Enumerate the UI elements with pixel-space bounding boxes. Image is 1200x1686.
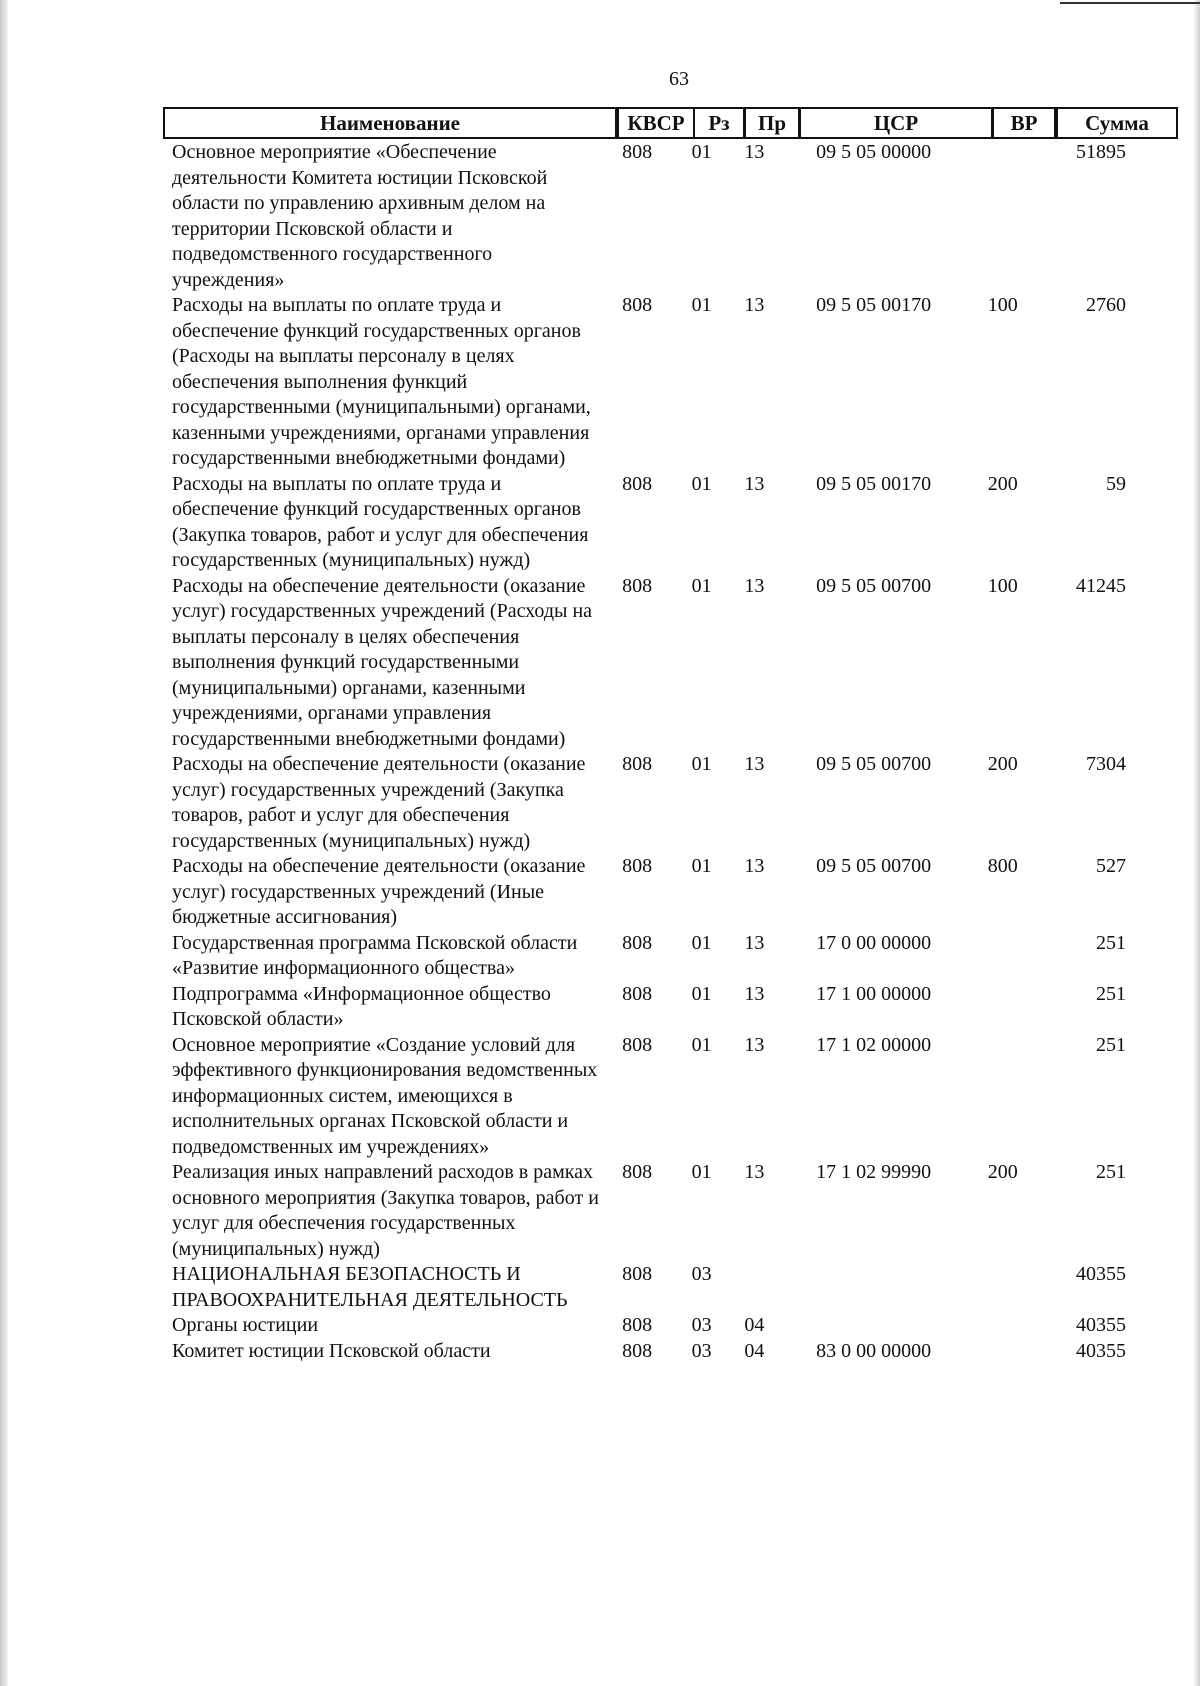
cell-rz: 01 (691, 1161, 712, 1183)
cell-pr: 13 (744, 472, 765, 495)
cell-sum: 40355 (1076, 1339, 1126, 1362)
cell-pr: 13 (744, 1161, 765, 1183)
table-body (166, 140, 1126, 1364)
cell-rz: 01 (691, 931, 712, 954)
cell-kvsr: 808 (622, 1339, 653, 1362)
cell-vr: 800 (987, 855, 1018, 877)
cell-rz: 03 (691, 1339, 712, 1362)
cell-csr: 17 0 00 00000 (816, 931, 932, 954)
cell-csr: 09 5 05 00170 (816, 472, 932, 495)
cell-pr: 04 (744, 1314, 765, 1336)
cell-sum: 40355 (1076, 1263, 1126, 1285)
header-csr: ЦСР (799, 107, 993, 139)
cell-vr (967, 1339, 1039, 1365)
cell-name: Комитет юстиции Псковской области (172, 1339, 491, 1362)
cell-csr: 09 5 05 00170 (816, 294, 932, 316)
cell-rz: 01 (691, 753, 712, 775)
cell-sum: 251 (1096, 1033, 1126, 1056)
cell-vr (967, 140, 1039, 293)
page-number: 63 (669, 68, 689, 90)
cell-kvsr: 808 (622, 753, 653, 775)
cell-sum: 2760 (1086, 294, 1126, 316)
cell-pr: 13 (744, 574, 765, 597)
cell-csr: 17 1 02 99990 (816, 1161, 932, 1183)
cell-csr: 83 0 00 00000 (816, 1339, 932, 1362)
cell-sum: 251 (1096, 1161, 1126, 1183)
cell-pr: 13 (744, 855, 765, 877)
cell-csr: 09 5 05 00700 (816, 574, 932, 597)
cell-pr (729, 1262, 781, 1313)
table-row (166, 293, 1126, 472)
cell-name: Основное мероприятие «Обеспечение деятельности Комитета юстиции Псковской области по управлению архивным делом на территории Псковской области и подведомственного государственного учреждения» (172, 141, 548, 291)
cell-csr (780, 1262, 967, 1313)
cell-name: Государственная программа Псковской области «Развитие информационного общества» (172, 931, 578, 979)
cell-vr (967, 1262, 1039, 1313)
cell-kvsr: 808 (622, 855, 653, 877)
cell-rz: 01 (691, 982, 712, 1005)
table-row (166, 1313, 1126, 1339)
table-header (163, 107, 1149, 143)
table-row (166, 1262, 1126, 1313)
cell-csr: 09 5 05 00700 (816, 855, 932, 877)
table-row (166, 931, 1126, 982)
cell-rz: 03 (691, 1314, 712, 1336)
cell-vr (967, 931, 1039, 982)
cell-kvsr: 808 (622, 294, 653, 316)
header-kvsr: КВСР (617, 107, 695, 139)
cell-sum: 527 (1096, 855, 1126, 877)
cell-csr: 17 1 02 00000 (816, 1033, 932, 1056)
header-name: Наименование (163, 107, 617, 139)
scan-edge-left (0, 0, 8, 1686)
scan-line-top (1060, 2, 1200, 4)
table-row (166, 752, 1126, 854)
cell-vr (967, 1033, 1039, 1161)
cell-kvsr: 808 (622, 472, 653, 495)
cell-sum: 7304 (1086, 753, 1126, 775)
cell-vr (967, 982, 1039, 1033)
cell-csr (780, 1313, 967, 1339)
cell-name: Расходы на обеспечение деятельности (оказание услуг) государственных учреждений (Иные бюджетные ассигнования) (172, 855, 586, 928)
cell-sum: 51895 (1076, 141, 1126, 163)
cell-pr: 13 (744, 294, 765, 316)
table-row (166, 1160, 1126, 1262)
cell-name: Расходы на выплаты по оплате труда и обеспечение функций государственных органов (Расходы на выплаты персоналу в целях обеспечения выполнения функций государственными (муниципальными) органами, казенными учреждениями, органами управления государственными внебюджетными фондами) (172, 294, 591, 469)
cell-vr: 200 (987, 1161, 1018, 1183)
cell-pr: 13 (744, 931, 765, 954)
header-pr: Пр (744, 107, 800, 139)
cell-sum: 40355 (1076, 1314, 1126, 1336)
cell-sum: 41245 (1076, 574, 1126, 597)
cell-csr: 17 1 00 00000 (816, 982, 932, 1005)
cell-csr: 09 5 05 00000 (816, 141, 932, 163)
cell-kvsr: 808 (622, 574, 653, 597)
cell-rz: 01 (691, 1033, 712, 1056)
cell-name: Основное мероприятие «Создание условий для эффективного функционирования ведомственных информационных систем, имеющихся в исполнительных органах Псковской области и подведомственных им учреждениях» (172, 1033, 598, 1158)
cell-kvsr: 808 (622, 1314, 653, 1336)
cell-name: Расходы на выплаты по оплате труда и обеспечение функций государственных органов (Закупка товаров, работ и услуг для обеспечения государственных (муниципальных) нужд) (172, 472, 589, 571)
cell-kvsr: 808 (622, 141, 653, 163)
cell-kvsr: 808 (622, 931, 653, 954)
cell-pr: 13 (744, 141, 765, 163)
cell-rz: 01 (691, 855, 712, 877)
cell-pr: 13 (744, 1033, 765, 1056)
cell-kvsr: 808 (622, 1033, 653, 1056)
cell-rz: 03 (691, 1263, 712, 1285)
cell-kvsr: 808 (622, 1263, 653, 1285)
header-rz: Рз (693, 107, 745, 139)
scan-edge-right (1194, 0, 1200, 1686)
cell-rz: 01 (691, 141, 712, 163)
table-row (166, 854, 1126, 931)
table-row (166, 1033, 1126, 1161)
header-vr: ВР (992, 107, 1056, 139)
cell-pr: 13 (744, 753, 765, 775)
cell-name: НАЦИОНАЛЬНАЯ БЕЗОПАСНОСТЬ И ПРАВООХРАНИТЕЛЬНАЯ ДЕЯТЕЛЬНОСТЬ (172, 1263, 568, 1311)
cell-kvsr: 808 (622, 1161, 653, 1183)
cell-vr: 200 (987, 472, 1018, 495)
table-row (166, 472, 1126, 574)
cell-vr (967, 1313, 1039, 1339)
cell-rz: 01 (691, 574, 712, 597)
cell-kvsr: 808 (622, 982, 653, 1005)
cell-vr: 200 (987, 753, 1018, 775)
cell-vr: 100 (987, 574, 1018, 597)
header-sum: Сумма (1056, 107, 1178, 139)
cell-name: Расходы на обеспечение деятельности (оказание услуг) государственных учреждений (Закупка товаров, работ и услуг для обеспечения государственных (муниципальных) нужд) (172, 753, 586, 852)
cell-pr: 04 (744, 1339, 765, 1362)
table-row (166, 140, 1126, 293)
cell-name: Подпрограмма «Информационное общество Псковской области» (172, 982, 551, 1030)
cell-rz: 01 (691, 294, 712, 316)
table-row (166, 574, 1126, 753)
cell-name: Расходы на обеспечение деятельности (оказание услуг) государственных учреждений (Расходы на выплаты персоналу в целях обеспечения выполнения функций государственными (муниципальными) органами, казенными учреждениями, органами управления государственными внебюджетными фондами) (172, 574, 593, 750)
cell-csr: 09 5 05 00700 (816, 753, 932, 775)
cell-sum: 59 (1106, 472, 1126, 495)
table-row (166, 982, 1126, 1033)
cell-pr: 13 (744, 982, 765, 1005)
cell-vr: 100 (987, 294, 1018, 316)
cell-sum: 251 (1096, 931, 1126, 954)
cell-name: Реализация иных направлений расходов в рамках основного мероприятия (Закупка товаров, работ и услуг для обеспечения государственных (муниципальных) нужд) (172, 1161, 599, 1260)
cell-name: Органы юстиции (172, 1314, 319, 1336)
cell-rz: 01 (691, 472, 712, 495)
cell-sum: 251 (1096, 982, 1126, 1005)
table-row (166, 1339, 1126, 1365)
